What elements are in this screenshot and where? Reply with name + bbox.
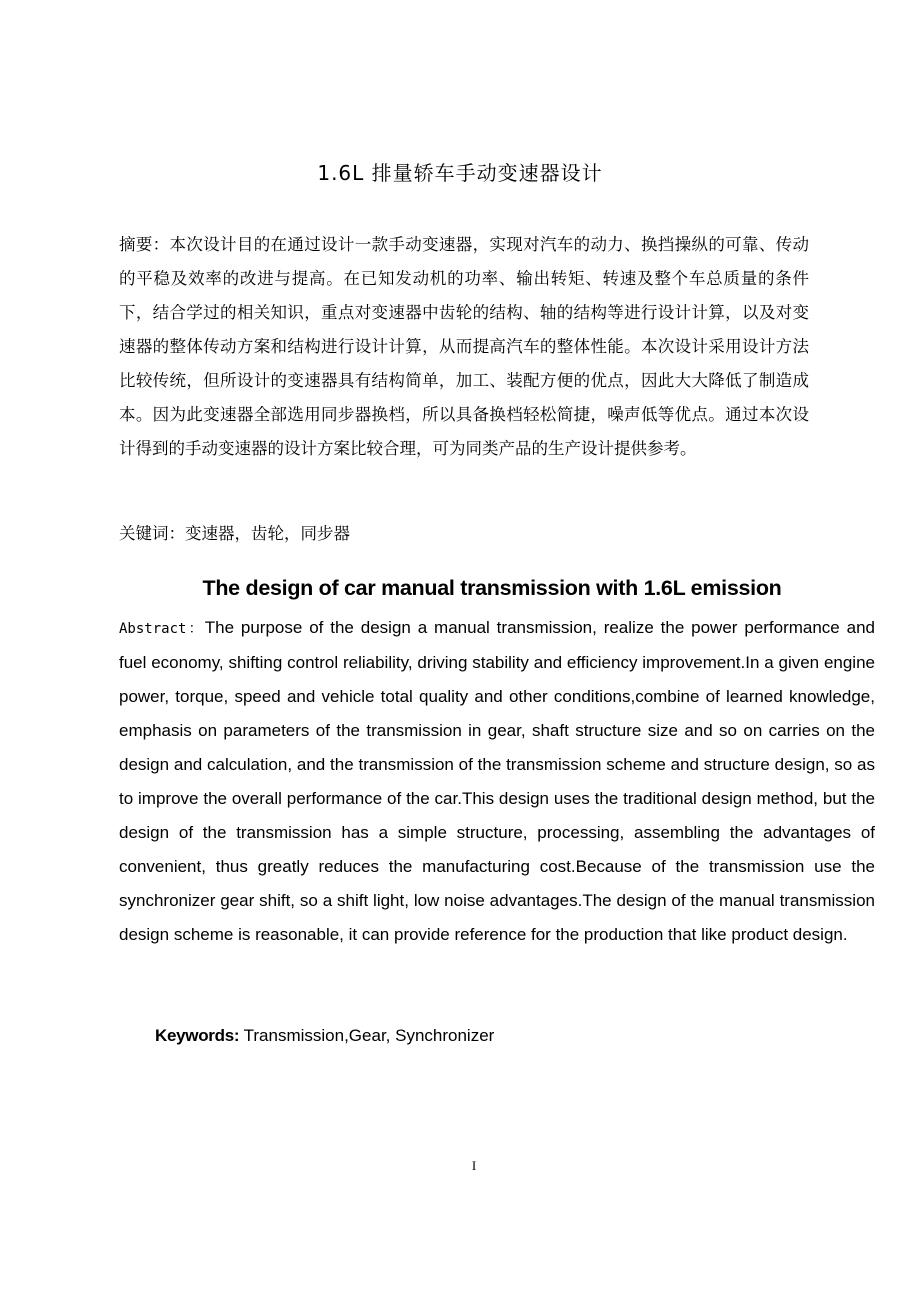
page-number: I — [471, 1158, 477, 1173]
chinese-title: 1.6L 排量轿车手动变速器设计 — [317, 161, 603, 185]
chinese-abstract-label: 摘要： — [119, 235, 170, 254]
english-keywords — [155, 1022, 494, 1050]
chinese-abstract-text: 本次设计目的在通过设计一款手动变速器，实现对汽车的动力、换挡操纵的可靠、传动的平稳及效率的改进与提高。在已知发动机的功率、输出转矩、转速及整个车总质量的条件下，结合学过的相关知识，重点对变速器中齿轮的结构、轴的结构等进行设计计算，以及对变速器的整体传动方案和结构进行设计计算，从而提高汽车的整体性能。本次设计采用设计方法比较传统，但所设计的变速器具有结构简单，加工、装配方便的优点，因此大大降低了制造成本。因为此变速器全部选用同步器换档，所以具备换档轻松简捷，噪声低等优点。通过本次设计得到的手动变速器的设计方案比较合理，可为同类产品的生产设计提供参考。 — [119, 235, 810, 458]
chinese-abstract — [119, 228, 809, 466]
english-title: The design of car manual transmission with 1.6L emission — [202, 576, 782, 600]
chinese-keywords-text: 变速器，齿轮，同步器 — [185, 524, 350, 543]
english-keywords-label: Keywords: — [155, 1026, 240, 1045]
chinese-keywords-label: 关键词： — [119, 524, 185, 543]
english-abstract-label: Abstract： — [119, 621, 205, 637]
english-abstract-text: The purpose of the design a manual transmission, realize the power performance and fuel economy, shifting control reliability, driving stability and efficiency improvement.In a given engine power, torque, speed and vehicle total quality and other conditions,combine of learned knowledge, emphasis on parameters of the transmission in gear, shaft structure size and so on carries on the design and calculation, and the transmission of the transmission scheme and structure design, so as to improve the overall performance of the car.This design uses the traditional design method, but the design of the transmission has a simple structure, processing, assembling the advantages of convenient, thus greatly reduces the manufacturing cost.Because of the transmission use the synchronizer gear shift, so a shift light, low noise advantages.The design of the manual transmission design scheme is reasonable, it can provide reference for the production that like product design. — [119, 618, 875, 944]
english-keywords-text: Transmission,Gear, Synchronizer — [239, 1026, 495, 1045]
chinese-keywords — [119, 520, 809, 548]
english-abstract — [119, 611, 875, 952]
